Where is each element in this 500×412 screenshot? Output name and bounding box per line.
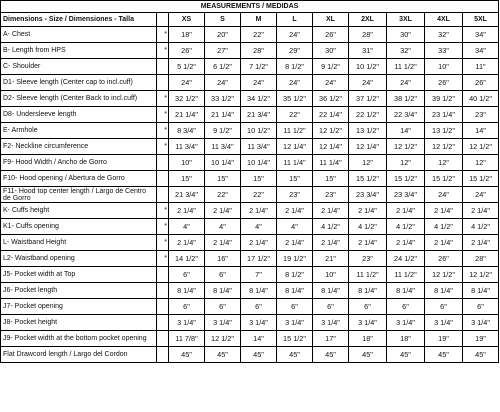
table-row: [1, 107, 499, 123]
row-label: E- Armhole: [3, 127, 38, 134]
value-cell-4xl: 3 1/4": [425, 315, 463, 331]
value-cell-xs: 11 3/4": [169, 139, 205, 155]
value-cell-s: 16": [205, 251, 241, 267]
value-cell-xl: 12 1/4": [313, 139, 349, 155]
value-cell-xl: 21": [313, 251, 349, 267]
value-cell-5xl: 3 1/4": [463, 315, 499, 331]
value-cell-5xl: 40 1/2": [463, 91, 499, 107]
value-cell-l: 15": [277, 171, 313, 187]
value-cell-xs: 14 1/2": [169, 251, 205, 267]
value-cell-2xl: 2 1/4": [349, 235, 387, 251]
size-header-5xl: 5XL: [463, 13, 499, 27]
value-cell-3xl: 11 1/2": [387, 267, 425, 283]
value-cell-2xl: 22 1/2": [349, 107, 387, 123]
value-cell-s: 15": [205, 171, 241, 187]
row-label: D1- Sleeve length (Center cap to incl.cuff): [3, 79, 133, 86]
value-cell-xs: 24": [169, 75, 205, 91]
value-cell-3xl: 4 1/2": [387, 219, 425, 235]
value-cell-m: 4": [241, 219, 277, 235]
critical-mark: [157, 331, 169, 347]
value-cell-s: 12 1/2": [205, 331, 241, 347]
row-label: F9- Hood Width / Ancho de Gorro: [3, 159, 107, 166]
value-cell-xl: 11 1/4": [313, 155, 349, 171]
row-label: L- Waistband Height: [3, 239, 67, 246]
table-row: [1, 43, 499, 59]
value-cell-2xl: 10 1/2": [349, 59, 387, 75]
value-cell-m: 28": [241, 43, 277, 59]
size-header-s: S: [205, 13, 241, 27]
value-cell-5xl: 12 1/2": [463, 267, 499, 283]
table-row: [1, 91, 499, 107]
critical-mark: [157, 267, 169, 283]
table-row: [1, 299, 499, 315]
value-cell-5xl: 19": [463, 331, 499, 347]
value-cell-xl: 2 1/4": [313, 235, 349, 251]
value-cell-m: 34 1/2": [241, 91, 277, 107]
value-cell-l: 3 1/4": [277, 315, 313, 331]
value-cell-xs: 18": [169, 27, 205, 43]
value-cell-l: 11 1/4": [277, 155, 313, 171]
value-cell-4xl: 33": [425, 43, 463, 59]
critical-mark: *: [157, 27, 169, 43]
row-label: D2- Sleeve length (Center Back to incl.cuff): [3, 95, 138, 102]
value-cell-xs: 8 1/4": [169, 283, 205, 299]
table-row: [1, 283, 499, 299]
value-cell-s: 6": [205, 299, 241, 315]
value-cell-m: 2 1/4": [241, 235, 277, 251]
value-cell-5xl: 24": [463, 187, 499, 203]
row-label-cell: [1, 139, 157, 155]
table-title: MEASUREMENTS / MEDIDAS: [1, 1, 499, 13]
value-cell-l: 15 1/2": [277, 331, 313, 347]
critical-mark: *: [157, 219, 169, 235]
value-cell-4xl: 13 1/2": [425, 123, 463, 139]
size-header-2xl: 2XL: [349, 13, 387, 27]
value-cell-m: 22": [241, 187, 277, 203]
critical-mark: *: [157, 107, 169, 123]
value-cell-l: 45": [277, 347, 313, 363]
critical-mark: *: [157, 91, 169, 107]
value-cell-xs: 3 1/4": [169, 315, 205, 331]
value-cell-2xl: 24": [349, 75, 387, 91]
table-row: [1, 59, 499, 75]
value-cell-xs: 10": [169, 155, 205, 171]
value-cell-4xl: 24": [425, 187, 463, 203]
value-cell-5xl: 34": [463, 27, 499, 43]
row-label-cell: [1, 283, 157, 299]
value-cell-3xl: 45": [387, 347, 425, 363]
row-label-cell: [1, 235, 157, 251]
table-row: [1, 251, 499, 267]
value-cell-2xl: 12": [349, 155, 387, 171]
critical-mark: *: [157, 43, 169, 59]
value-cell-s: 6 1/2": [205, 59, 241, 75]
table-row: [1, 315, 499, 331]
value-cell-l: 8 1/2": [277, 59, 313, 75]
value-cell-4xl: 39 1/2": [425, 91, 463, 107]
critical-mark: *: [157, 139, 169, 155]
size-header-m: M: [241, 13, 277, 27]
value-cell-4xl: 45": [425, 347, 463, 363]
value-cell-2xl: 13 1/2": [349, 123, 387, 139]
critical-mark: [157, 347, 169, 363]
table-row: [1, 75, 499, 91]
row-label-cell: [1, 171, 157, 187]
value-cell-5xl: 28": [463, 251, 499, 267]
table-body: [1, 27, 499, 363]
value-cell-3xl: 2 1/4": [387, 235, 425, 251]
row-label-cell: [1, 59, 157, 75]
row-label-cell: [1, 75, 157, 91]
value-cell-2xl: 4 1/2": [349, 219, 387, 235]
critical-mark: *: [157, 123, 169, 139]
mark-header: [157, 13, 169, 27]
value-cell-xl: 3 1/4": [313, 315, 349, 331]
value-cell-2xl: 18": [349, 331, 387, 347]
row-label: J8- Pocket height: [3, 319, 58, 326]
value-cell-m: 24": [241, 75, 277, 91]
value-cell-xl: 36 1/2": [313, 91, 349, 107]
value-cell-xs: 21 1/4": [169, 107, 205, 123]
critical-mark: [157, 75, 169, 91]
value-cell-s: 27": [205, 43, 241, 59]
value-cell-5xl: 15 1/2": [463, 171, 499, 187]
table-row: [1, 123, 499, 139]
value-cell-2xl: 2 1/4": [349, 203, 387, 219]
row-label: C- Shoulder: [3, 63, 41, 70]
row-label: J9- Pocket width at the bottom pocket opening: [3, 335, 147, 342]
value-cell-xs: 6": [169, 299, 205, 315]
value-cell-xs: 11 7/8": [169, 331, 205, 347]
critical-mark: [157, 299, 169, 315]
value-cell-xs: 5 1/2": [169, 59, 205, 75]
table-row: [1, 331, 499, 347]
table-row: [1, 219, 499, 235]
value-cell-xl: 10": [313, 267, 349, 283]
value-cell-s: 9 1/2": [205, 123, 241, 139]
value-cell-3xl: 12": [387, 155, 425, 171]
value-cell-3xl: 6": [387, 299, 425, 315]
value-cell-5xl: 12": [463, 155, 499, 171]
value-cell-m: 45": [241, 347, 277, 363]
value-cell-m: 21 3/4": [241, 107, 277, 123]
value-cell-xs: 2 1/4": [169, 203, 205, 219]
value-cell-4xl: 2 1/4": [425, 203, 463, 219]
critical-mark: [157, 315, 169, 331]
value-cell-xl: 9 1/2": [313, 59, 349, 75]
table-row: [1, 171, 499, 187]
value-cell-m: 3 1/4": [241, 315, 277, 331]
value-cell-m: 11 3/4": [241, 139, 277, 155]
value-cell-xl: 15": [313, 171, 349, 187]
value-cell-5xl: 4 1/2": [463, 219, 499, 235]
value-cell-2xl: 12 1/4": [349, 139, 387, 155]
value-cell-m: 7": [241, 267, 277, 283]
table-row: [1, 203, 499, 219]
value-cell-4xl: 8 1/4": [425, 283, 463, 299]
row-label: J6- Pocket length: [3, 287, 58, 294]
row-label-cell: [1, 251, 157, 267]
table-row: [1, 27, 499, 43]
value-cell-s: 20": [205, 27, 241, 43]
value-cell-xs: 26": [169, 43, 205, 59]
value-cell-m: 2 1/4": [241, 203, 277, 219]
critical-mark: [157, 187, 169, 203]
value-cell-2xl: 11 1/2": [349, 267, 387, 283]
value-cell-4xl: 19": [425, 331, 463, 347]
value-cell-s: 3 1/4": [205, 315, 241, 331]
value-cell-xl: 4 1/2": [313, 219, 349, 235]
value-cell-5xl: 23": [463, 107, 499, 123]
value-cell-xs: 8 3/4": [169, 123, 205, 139]
value-cell-4xl: 6": [425, 299, 463, 315]
value-cell-5xl: 12 1/2": [463, 139, 499, 155]
value-cell-s: 22": [205, 187, 241, 203]
value-cell-l: 4": [277, 219, 313, 235]
value-cell-4xl: 15 1/2": [425, 171, 463, 187]
value-cell-2xl: 37 1/2": [349, 91, 387, 107]
value-cell-5xl: 45": [463, 347, 499, 363]
value-cell-xs: 2 1/4": [169, 235, 205, 251]
table-row: [1, 267, 499, 283]
value-cell-s: 2 1/4": [205, 235, 241, 251]
critical-mark: [157, 171, 169, 187]
size-header-xs: XS: [169, 13, 205, 27]
value-cell-xs: 45": [169, 347, 205, 363]
row-label-cell: [1, 219, 157, 235]
value-cell-3xl: 14": [387, 123, 425, 139]
value-cell-l: 12 1/4": [277, 139, 313, 155]
value-cell-l: 29": [277, 43, 313, 59]
value-cell-s: 8 1/4": [205, 283, 241, 299]
value-cell-3xl: 23 3/4": [387, 187, 425, 203]
value-cell-xl: 23": [313, 187, 349, 203]
value-cell-l: 23": [277, 187, 313, 203]
value-cell-xl: 24": [313, 75, 349, 91]
value-cell-2xl: 45": [349, 347, 387, 363]
value-cell-l: 35 1/2": [277, 91, 313, 107]
value-cell-xs: 15": [169, 171, 205, 187]
row-label-cell: [1, 315, 157, 331]
row-label-cell: [1, 27, 157, 43]
value-cell-5xl: 2 1/4": [463, 203, 499, 219]
value-cell-m: 10 1/2": [241, 123, 277, 139]
value-cell-2xl: 8 1/4": [349, 283, 387, 299]
row-label-cell: [1, 187, 157, 203]
table-header: [1, 1, 499, 27]
value-cell-xl: 12 1/2": [313, 123, 349, 139]
value-cell-3xl: 12 1/2": [387, 139, 425, 155]
table-row: [1, 155, 499, 171]
value-cell-s: 24": [205, 75, 241, 91]
value-cell-2xl: 31": [349, 43, 387, 59]
value-cell-s: 2 1/4": [205, 203, 241, 219]
row-label-cell: [1, 123, 157, 139]
value-cell-s: 33 1/2": [205, 91, 241, 107]
value-cell-xl: 22 1/4": [313, 107, 349, 123]
value-cell-4xl: 26": [425, 75, 463, 91]
critical-mark: [157, 59, 169, 75]
value-cell-l: 2 1/4": [277, 235, 313, 251]
value-cell-xl: 2 1/4": [313, 203, 349, 219]
value-cell-xl: 26": [313, 27, 349, 43]
value-cell-s: 21 1/4": [205, 107, 241, 123]
value-cell-2xl: 6": [349, 299, 387, 315]
value-cell-l: 2 1/4": [277, 203, 313, 219]
row-label: K- Cuffs height: [3, 207, 50, 214]
value-cell-xl: 17": [313, 331, 349, 347]
value-cell-3xl: 8 1/4": [387, 283, 425, 299]
value-cell-3xl: 18": [387, 331, 425, 347]
value-cell-m: 22": [241, 27, 277, 43]
size-header-row: [1, 13, 499, 27]
value-cell-3xl: 24": [387, 75, 425, 91]
value-cell-xl: 30": [313, 43, 349, 59]
value-cell-3xl: 24 1/2": [387, 251, 425, 267]
value-cell-l: 11 1/2": [277, 123, 313, 139]
row-label: J5- Pocket width at Top: [3, 271, 76, 278]
value-cell-2xl: 3 1/4": [349, 315, 387, 331]
table-row: [1, 347, 499, 363]
row-label: F11- Hood top center length / Largo de Centro de Gorro: [3, 187, 147, 202]
size-header-l: L: [277, 13, 313, 27]
value-cell-5xl: 14": [463, 123, 499, 139]
value-cell-xl: 45": [313, 347, 349, 363]
value-cell-m: 15": [241, 171, 277, 187]
value-cell-3xl: 15 1/2": [387, 171, 425, 187]
table-row: [1, 235, 499, 251]
value-cell-3xl: 3 1/4": [387, 315, 425, 331]
table-row: [1, 139, 499, 155]
row-label: Flat Drawcord length / Largo del Cordon: [3, 351, 128, 358]
row-label-cell: [1, 203, 157, 219]
value-cell-4xl: 26": [425, 251, 463, 267]
value-cell-4xl: 12 1/2": [425, 267, 463, 283]
size-header-3xl: 3XL: [387, 13, 425, 27]
value-cell-3xl: 11 1/2": [387, 59, 425, 75]
row-label-cell: [1, 347, 157, 363]
value-cell-3xl: 22 3/4": [387, 107, 425, 123]
value-cell-3xl: 38 1/2": [387, 91, 425, 107]
value-cell-3xl: 30": [387, 27, 425, 43]
value-cell-l: 8 1/2": [277, 267, 313, 283]
row-label: D8- Undersleeve length: [3, 111, 77, 118]
value-cell-xl: 8 1/4": [313, 283, 349, 299]
row-label-cell: [1, 155, 157, 171]
value-cell-2xl: 23": [349, 251, 387, 267]
value-cell-4xl: 12 1/2": [425, 139, 463, 155]
value-cell-5xl: 8 1/4": [463, 283, 499, 299]
value-cell-l: 19 1/2": [277, 251, 313, 267]
size-header-xl: XL: [313, 13, 349, 27]
value-cell-5xl: 26": [463, 75, 499, 91]
value-cell-2xl: 15 1/2": [349, 171, 387, 187]
value-cell-l: 8 1/4": [277, 283, 313, 299]
value-cell-s: 4": [205, 219, 241, 235]
value-cell-5xl: 34": [463, 43, 499, 59]
value-cell-m: 7 1/2": [241, 59, 277, 75]
value-cell-2xl: 23 3/4": [349, 187, 387, 203]
critical-mark: *: [157, 235, 169, 251]
table-row: [1, 187, 499, 203]
row-label-cell: [1, 43, 157, 59]
value-cell-m: 10 1/4": [241, 155, 277, 171]
value-cell-l: 6": [277, 299, 313, 315]
value-cell-s: 6": [205, 267, 241, 283]
value-cell-4xl: 10": [425, 59, 463, 75]
row-label: K1- Cuffs opening: [3, 223, 59, 230]
value-cell-l: 24": [277, 75, 313, 91]
value-cell-xs: 21 3/4": [169, 187, 205, 203]
value-cell-m: 14": [241, 331, 277, 347]
size-header-4xl: 4XL: [425, 13, 463, 27]
value-cell-4xl: 23 1/4": [425, 107, 463, 123]
value-cell-xs: 6": [169, 267, 205, 283]
row-label: A- Chest: [3, 31, 31, 38]
critical-mark: *: [157, 203, 169, 219]
row-label-cell: [1, 331, 157, 347]
row-label: B- Length from HPS: [3, 47, 66, 54]
value-cell-l: 24": [277, 27, 313, 43]
value-cell-3xl: 2 1/4": [387, 203, 425, 219]
row-label-cell: [1, 299, 157, 315]
value-cell-m: 17 1/2": [241, 251, 277, 267]
value-cell-xl: 6": [313, 299, 349, 315]
value-cell-4xl: 32": [425, 27, 463, 43]
critical-mark: [157, 155, 169, 171]
value-cell-4xl: 12": [425, 155, 463, 171]
value-cell-l: 22": [277, 107, 313, 123]
value-cell-xs: 32 1/2": [169, 91, 205, 107]
row-label: F2- Neckline circumference: [3, 143, 89, 150]
value-cell-4xl: 2 1/4": [425, 235, 463, 251]
row-label-cell: [1, 107, 157, 123]
row-label: F10- Hood opening / Abertura de Gorro: [3, 175, 125, 182]
value-cell-3xl: 32": [387, 43, 425, 59]
dimensions-header: Dimensions - Size / Dimensiones - Talla: [1, 13, 157, 27]
value-cell-5xl: 11": [463, 59, 499, 75]
value-cell-s: 11 3/4": [205, 139, 241, 155]
row-label-cell: [1, 91, 157, 107]
value-cell-xs: 4": [169, 219, 205, 235]
row-label: L2- Waistband opening: [3, 255, 75, 262]
value-cell-5xl: 6": [463, 299, 499, 315]
value-cell-5xl: 2 1/4": [463, 235, 499, 251]
value-cell-2xl: 28": [349, 27, 387, 43]
critical-mark: [157, 283, 169, 299]
row-label-cell: [1, 267, 157, 283]
value-cell-4xl: 4 1/2": [425, 219, 463, 235]
value-cell-m: 8 1/4": [241, 283, 277, 299]
critical-mark: *: [157, 251, 169, 267]
value-cell-s: 45": [205, 347, 241, 363]
value-cell-m: 6": [241, 299, 277, 315]
value-cell-s: 10 1/4": [205, 155, 241, 171]
row-label: J7- Pocket opening: [3, 303, 63, 310]
